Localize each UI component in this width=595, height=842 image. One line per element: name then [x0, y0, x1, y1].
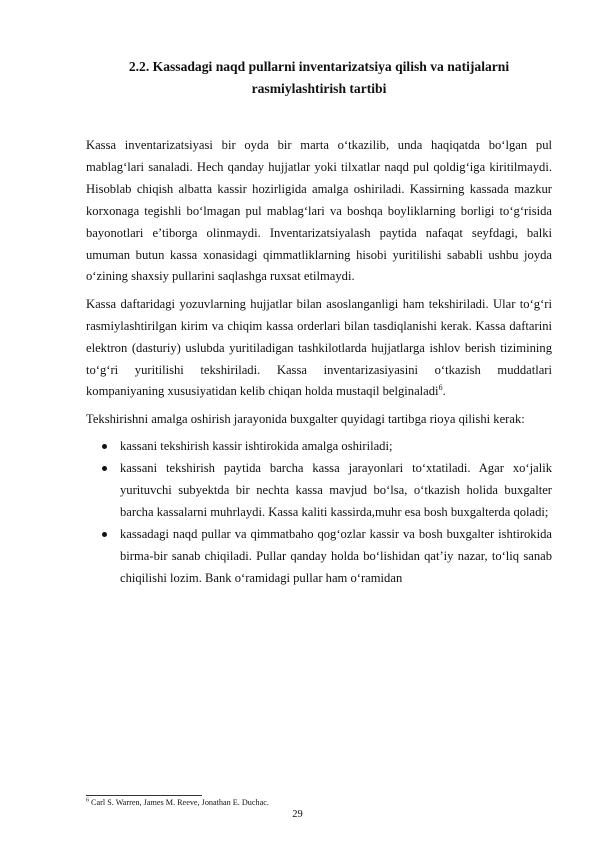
paragraph-2: Kassa daftaridagi yozuvlarning hujjatlar bilan asoslanganligi ham tekshiriladi. Ular to‘g‘ri rasmiylashtirilgan kirim va chiqim kassa orderlari bilan tasdiqlanishi kerak. Kassa daftarini elektron (dasturiy) uslubda yuritiladigan tashkilotlarda hujjatlarga ishlov berish tizimining to‘g‘ri yuritilishi tekshiriladi. Kassa inventarizasiyasini o‘tkazish muddatlari kompaniyaning xususiyatidan kelib chiqan holda mustaqil belginaladi$^6$.	[86, 296, 552, 399]
paragraph-3-text: Tekshirishni amalga oshirish jarayonida buxgalter quyidagi tartibga rioya qilishi kerak:	[86, 411, 525, 426]
list-item-text: kassani tekshirish kassir ishtirokida amalga oshiriladi;	[120, 439, 393, 454]
list-item-text: kassani tekshirish paytida barcha kassa jarayonlari to‘xtatiladi. Agar xo‘jalik yurituvchi subyektda bir nechta kassa mavjud bo‘lsa, o‘tkazish holida buxgalter barcha kassalarni muhrlaydi. Kassa kaliti kassirda,muhr esa bosh buxgalterda qoladi;	[120, 461, 552, 519]
page-number: 29	[292, 809, 303, 820]
bullet-list	[86, 436, 552, 589]
paragraph-3	[86, 409, 552, 431]
bullet-icon	[102, 444, 107, 449]
footnote	[86, 797, 269, 808]
list-item	[86, 524, 552, 590]
bullet-icon	[102, 466, 107, 471]
bullet-icon	[102, 532, 107, 537]
paragraph-1	[86, 135, 552, 288]
footnote-divider	[86, 795, 202, 796]
paragraph-1-text: Kassa inventarizatsiyasi bir oyda bir marta o‘tkazilib, unda haqiqatda bo‘lgan pul mablag‘lari sanaladi. Hech qanday hujjatlar yoki tilxatlar naqd pul qoldig‘iga kiritilmaydi. Hisoblab chiqish albatta kassir hozirligida amalga oshiriladi. Kassirning kassada mazkur korxonaga tegishli bo‘lmagan pul mablag‘lari va boshqa boyliklarning borligi to‘g‘risida bayonotlari e’tiborga olinmaydi. Inventarizatsiyalash paytida nafaqat seyfdagi, balki umuman butun kassa xonasidagi qimmatliklarning hisobi yuritilishi sababli ushbu joyda o‘zining shaxsiy pullarini saqlashga ruxsat etilmaydi.	[86, 138, 552, 284]
heading-line-1: 2.2. Kassadagi naqd pullarni inventarizatsiya qilish va natijalarni	[128, 59, 510, 74]
footnote-reference[interactable]: 6	[438, 383, 443, 393]
list-item	[86, 436, 552, 458]
footnote-text: Carl S. Warren, James M. Reeve, Jonathan E. Duchac.	[89, 798, 269, 807]
paragraph-2-text: Kassa daftaridagi yozuvlarning hujjatlar bilan asoslanganligi ham tekshiriladi. Ular to‘g‘ri rasmiylashtirilgan kirim va chiqim kassa orderlari bilan tasdiqlanishi kerak. Kassa daftarini elektron (dasturiy) uslubda yuritiladigan tashkilotlarda hujjatlarga ishlov berish tizimining to‘g‘ri yuritilishi tekshiriladi. Kassa inventarizasiyasini o‘tkazish muddatlari kompaniyaning xususiyatidan kelib chiqan holda mustaqil belginaladi	[86, 296, 552, 399]
heading-line-2: rasmiylashtirish tartibi	[251, 81, 387, 96]
section-heading	[86, 56, 552, 100]
list-item	[86, 458, 552, 524]
list-item-text: kassadagi naqd pullar va qimmatbaho qog‘ozlar kassir va bosh buxgalter ishtirokida birma-bir sanab chiqiladi. Pullar qanday holda bo‘lishidan qat’iy nazar, to‘liq sanab chiqilishi lozim. Bank o‘ramidagi pullar ham o‘ramidan	[120, 526, 552, 585]
body-text	[86, 135, 552, 590]
footnote-number: 6	[86, 797, 89, 804]
